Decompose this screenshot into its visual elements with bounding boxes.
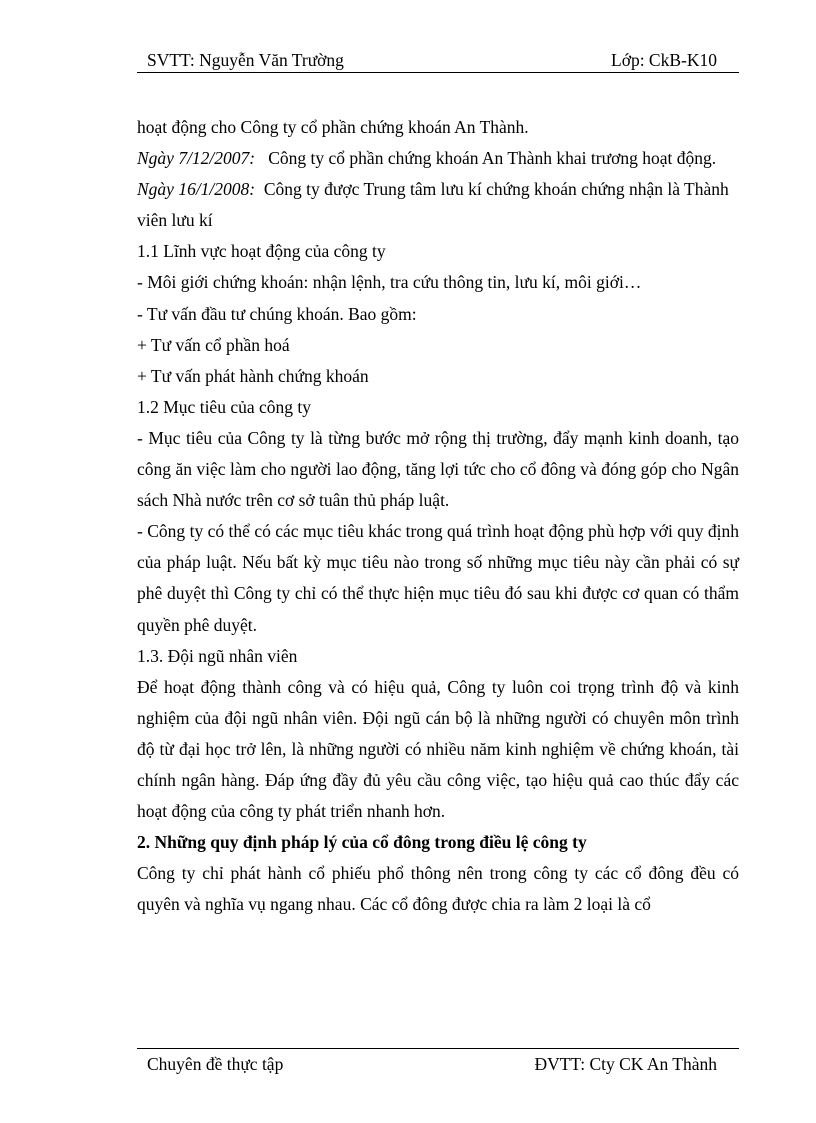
document-body [137, 112, 739, 920]
page-footer [137, 1048, 739, 1079]
footer-report-type: Chuyên đề thực tập [147, 1054, 284, 1074]
list-item: - Tư vấn đầu tư chúng khoán. Bao gồm: [137, 303, 417, 324]
list-item: - Môi giới chứng khoán: nhận lệnh, tra cứu thông tin, lưu kí, môi giới… [137, 272, 642, 293]
paragraph-date-2007 [137, 143, 739, 174]
date-label: Ngày 7/12/2007: [137, 148, 256, 169]
section-1-1-title: 1.1 Lĩnh vực hoạt động của công ty [137, 241, 386, 262]
header-class: Lớp: CkB-K10 [611, 50, 717, 70]
paragraph-objective-1: - Mục tiêu của Công ty là từng bước mở rộng thị trường, đẩy mạnh kinh doanh, tạo công ăn việc làm cho người lao động, tăng lợi tức cho cổ đông và đóng góp cho Ngân sách Nhà nước trên cơ sở tuân thủ pháp luật. [137, 427, 739, 511]
paragraph-staff: Để hoạt động thành công và có hiệu quả, Công ty luôn coi trọng trình độ và kinh nghiệm của đội ngũ nhân viên. Đội ngũ cán bộ là những người có chuyên môn trình độ từ đại học trở lên, là những người có nhiều năm kinh nghiệm về chứng khoán, tài chính ngân hàng. Đáp ứng đầy đủ yêu cầu công việc, tạo hiệu quả cao thúc đẩy các hoạt động của công ty phát triển nhanh hơn. [137, 676, 739, 822]
section-2-title: 2. Những quy định pháp lý của cổ đông trong điều lệ công ty [137, 832, 587, 853]
paragraph-objective-2: - Công ty có thể có các mục tiêu khác trong quá trình hoạt động phù hợp với quy định của pháp luật. Nếu bất kỳ mục tiêu nào trong số những mục tiêu này cần phải có sự phê duyệt thì Công ty chỉ có thể thực hiện mục tiêu đó sau khi được cơ quan có thẩm quyền phê duyệt. [137, 521, 739, 635]
section-1-2-title: 1.2 Mục tiêu của công ty [137, 396, 311, 417]
date-label: Ngày 16/1/2008: [137, 179, 256, 200]
paragraph-shareholders: Công ty chỉ phát hành cổ phiếu phổ thông nên trong công ty các cổ đông đều có quyên và nghĩa vụ ngang nhau. Các cổ đông được chia ra làm 2 loại là cổ [137, 863, 739, 915]
page-header [137, 48, 739, 73]
date-text: Công ty cổ phần chứng khoán An Thành khai trương hoạt động. [268, 148, 717, 169]
section-1-3-title: 1.3. Đội ngũ nhân viên [137, 645, 298, 666]
date-text: Công ty được Trung tâm lưu kí chứng khoán chứng nhận là Thành viên lưu kí [137, 179, 729, 231]
list-item: + Tư vấn phát hành chứng khoán [137, 365, 369, 386]
list-item: + Tư vấn cổ phần hoá [137, 334, 290, 355]
footer-internship-unit: ĐVTT: Cty CK An Thành [534, 1054, 717, 1074]
paragraph-date-2008 [137, 174, 739, 236]
paragraph-intro: hoạt động cho Công ty cổ phần chứng khoán An Thành. [137, 117, 529, 137]
header-student-name: SVTT: Nguyễn Văn Trường [147, 50, 344, 70]
